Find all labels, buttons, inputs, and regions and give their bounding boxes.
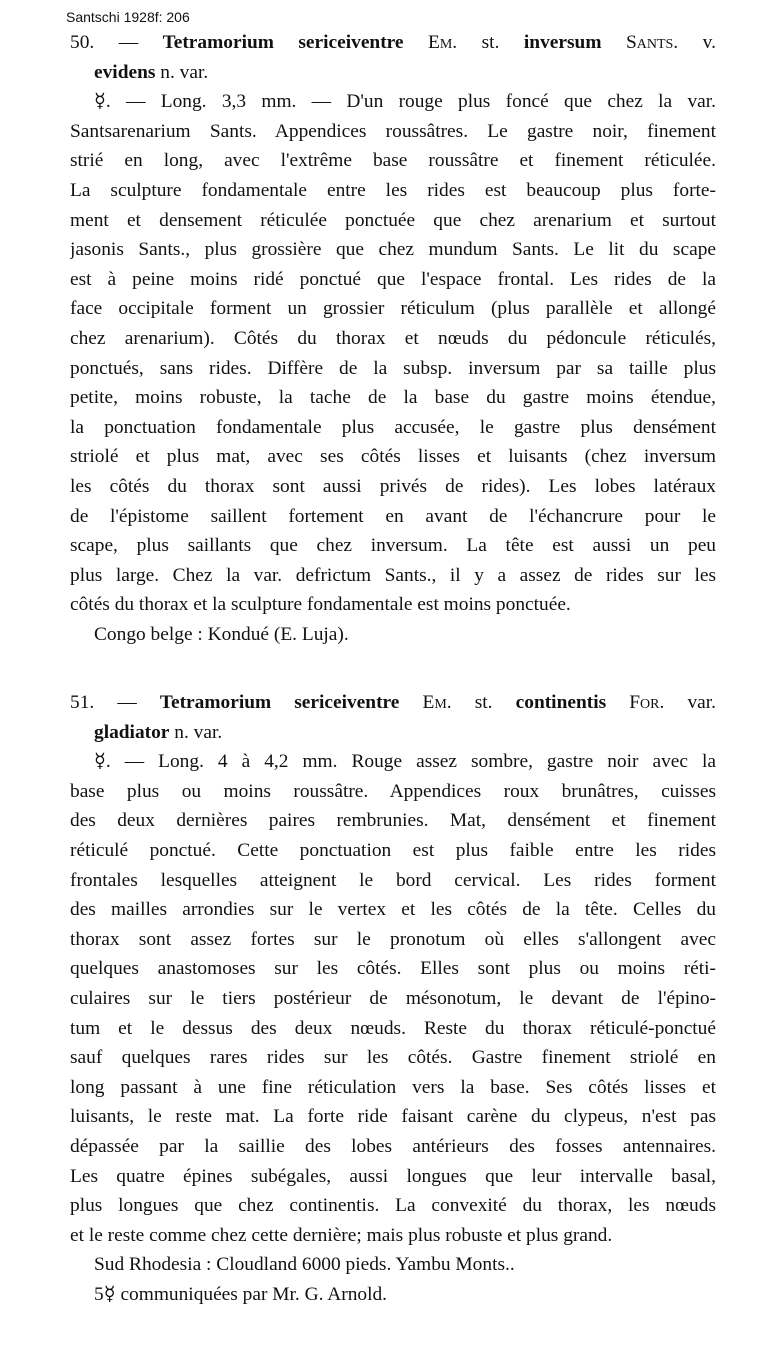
body-line: côtés du thorax et la sculpture fondamentale est moins ponctuée. xyxy=(70,594,571,616)
taxon-name: Tetramorium sericeiventre xyxy=(159,692,400,713)
subspecies-name: inversum xyxy=(523,32,602,53)
citation-label: Santschi 1928f: 206 xyxy=(66,9,190,25)
body-line: plus large. Chez la var. defrictum Sants., il y a assez de rides sur les xyxy=(70,564,716,586)
section-51 xyxy=(70,688,716,1309)
body-line: luisants, le reste mat. La forte ride faisant carène du clypeus, n'est pas xyxy=(70,1106,716,1128)
body-line: des deux dernières paires rembrunies. Mat, densément et finement xyxy=(70,810,716,832)
body-line: chez arenarium). Côtés du thorax et nœuds du pédoncule réticulés, xyxy=(70,327,716,349)
body-line: petite, moins robuste, la tache de la base du gastre moins étendue, xyxy=(70,387,716,409)
body-line: est à peine moins ridé ponctué que l'espace frontal. Les rides de la xyxy=(70,268,716,290)
note-line: 5☿ communiquées par Mr. G. Arnold. xyxy=(94,1283,388,1305)
body-line: les côtés du thorax sont aussi privés de rides). Les lobes latéraux xyxy=(70,475,716,497)
taxon-name: Tetramorium sericeiventre xyxy=(162,32,404,53)
body-line: de l'épistome saillent fortement en avant de l'échancrure pour le xyxy=(70,505,716,527)
heading-line-2: evidens n. var. xyxy=(94,61,209,83)
locality-line: Congo belge : Kondué (E. Luja). xyxy=(94,623,349,645)
body-line: dépassée par la saillie des lobes antérieurs des fosses antennaires. xyxy=(70,1135,716,1157)
body-line: La sculpture fondamentale entre les rides est beaucoup plus forte- xyxy=(70,179,716,201)
body-line: la ponctuation fondamentale plus accusée, le gastre plus densément xyxy=(70,416,716,438)
body-line: des mailles arrondies sur le vertex et les côtés de la tête. Celles du xyxy=(70,899,716,921)
locality-line: Sud Rhodesia : Cloudland 6000 pieds. Yambu Monts.. xyxy=(94,1254,515,1276)
body-line: ment et densement réticulée ponctuée que chez arenarium et surtout xyxy=(70,209,716,231)
body-line: et le reste comme chez cette dernière; mais plus robuste et plus grand. xyxy=(70,1224,613,1246)
body-line: plus longues que chez continentis. La convexité du thorax, les nœuds xyxy=(70,1195,716,1217)
body-line: base plus ou moins roussâtre. Appendices roux brunâtres, cuisses xyxy=(70,780,716,802)
body-line: quelques anastomoses sur les côtés. Elles sont plus ou moins réti- xyxy=(70,958,716,980)
body-line: sauf quelques rares rides sur les côtés. Gastre finement striolé en xyxy=(70,1047,716,1069)
body-line: Les quatre épines subégales, aussi longues que leur intervalle basal, xyxy=(70,1165,716,1187)
body-line: ponctués, sans rides. Diffère de la subsp. inversum par sa taille plus xyxy=(70,357,716,379)
body-line: réticulé ponctué. Cette ponctuation est plus faible entre les rides xyxy=(70,839,716,861)
body-line: striolé et plus mat, avec ses côtés lisses et luisants (chez inversum xyxy=(70,446,716,468)
body-line: tum et le dessus des deux nœuds. Reste du thorax réticulé-ponctué xyxy=(70,1017,716,1039)
subspecies-name: continentis xyxy=(515,692,607,713)
body-line: ☿. — Long. 3,3 mm. — D'un rouge plus foncé que chez la var. xyxy=(94,91,716,113)
body-line: face occipitale forment un grossier réticulum (plus parallèle et allongé xyxy=(70,298,716,320)
heading-line: 50. — Tetramorium sericeiventre Em. st. inversum Sants. v. xyxy=(70,32,716,53)
heading-line: 51. — Tetramorium sericeiventre Em. st. continentis For. var. xyxy=(70,692,716,713)
body-line: Santsarenarium Sants. Appendices roussâtres. Le gastre noir, finement xyxy=(70,120,716,142)
body-line: strié en long, avec l'extrême base roussâtre et finement réticulée. xyxy=(70,150,716,172)
body-line: frontales lesquelles atteignent le bord cervical. Les rides forment xyxy=(70,869,716,891)
body-line: jasonis Sants., plus grossière que chez mundum Sants. Le lit du scape xyxy=(70,239,716,261)
variety-name: gladiator xyxy=(94,721,170,743)
body-line: long passant à une fine réticulation vers la base. Ses côtés lisses et xyxy=(70,1076,716,1098)
section-50 xyxy=(70,28,716,649)
body-line: thorax sont assez fortes sur le pronotum où elles s'allongent avec xyxy=(70,928,716,950)
body-line: culaires sur le tiers postérieur de mésonotum, le devant de l'épino- xyxy=(70,987,716,1009)
body-line: ☿. — Long. 4 à 4,2 mm. Rouge assez sombre, gastre noir avec la xyxy=(94,751,716,773)
heading-line-2: gladiator n. var. xyxy=(94,721,223,743)
variety-name: evidens xyxy=(94,61,156,83)
body-line: scape, plus saillants que chez inversum. La tête est aussi un peu xyxy=(70,535,716,557)
